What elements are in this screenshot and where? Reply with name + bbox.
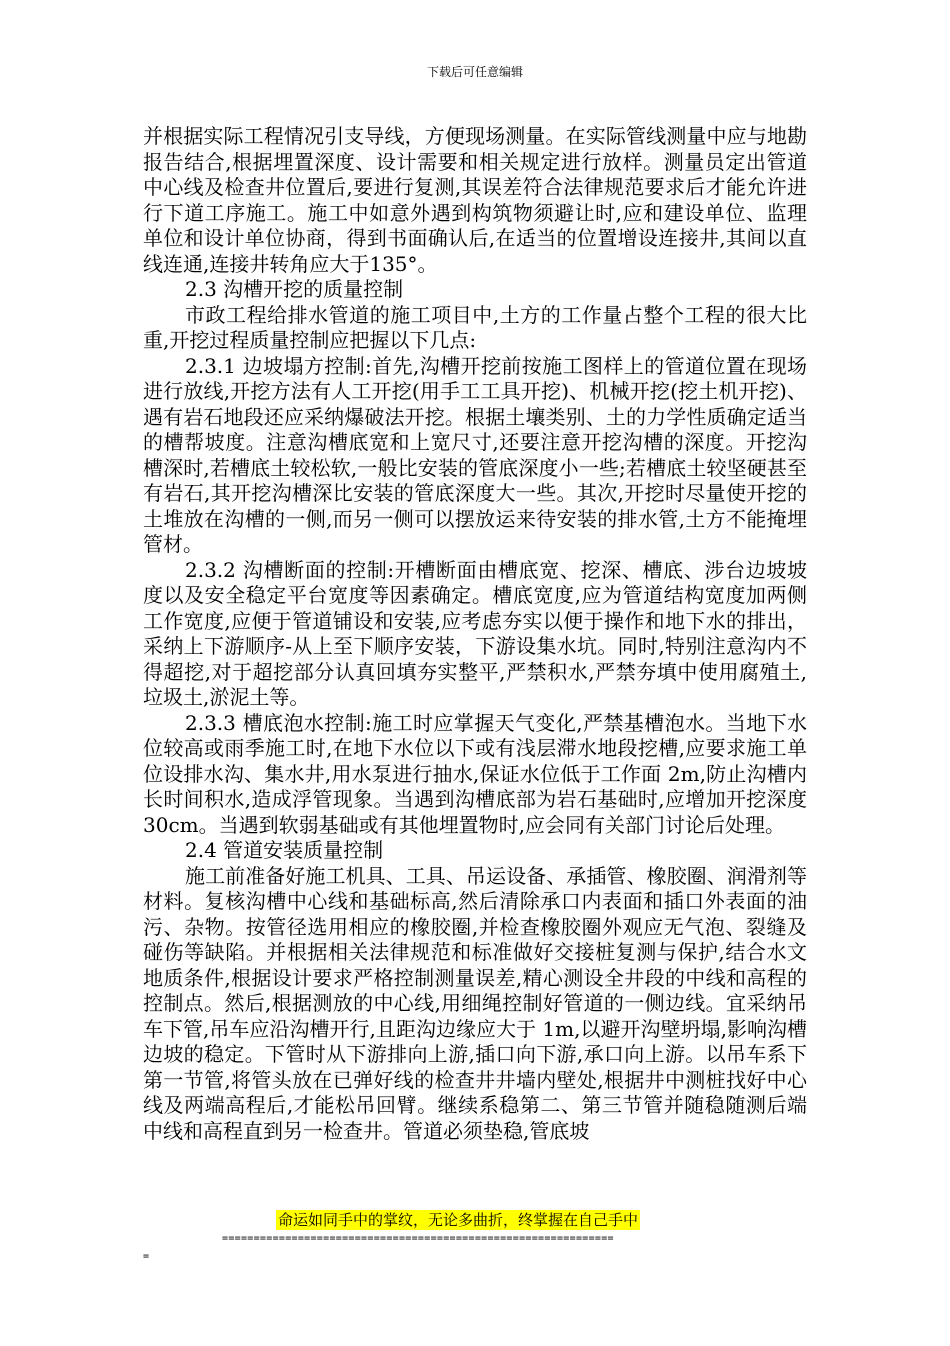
footer-divider-tail: =	[143, 1251, 150, 1262]
paragraph-2-3-2-section-control: 2.3.2 沟槽断面的控制:开槽断面由槽底宽、挖深、槽底、涉台边坡坡度以及安全稳定平台宽度等因素确定。槽底宽度,应为管道结构宽度加两侧工作宽度,应便于管道铺设和安装,应考虑夯实以便于操作和地下水的排出，采纳上下游顺序-从上至下顺序安装，下游设集水坑。同时,特别注意沟内不得超挖,对于超挖部分认真回填夯实整平,严禁积水,严禁夯填中使用腐殖土,垃圾土,淤泥土等。	[143, 557, 807, 709]
footer-divider-rule: ==============================================================	[222, 1233, 614, 1244]
page-header-note: 下载后可任意编辑	[426, 65, 523, 79]
paragraph-trench-intro: 市政工程给排水管道的施工项目中,土方的工作量占整个工程的很大比重,开挖过程质量控制应把握以下几点:	[143, 302, 807, 352]
document-body	[143, 124, 807, 1144]
section-heading-2-4: 2.4 管道安装质量控制	[185, 838, 384, 862]
section-heading-2-3: 2.3 沟槽开挖的质量控制	[185, 277, 404, 301]
paragraph-survey-continuation: 并根据实际工程情况引支导线，方便现场测量。在实际管线测量中应与地勘报告结合,根据埋置深度、设计需要和相关规定进行放样。测量员定出管道中心线及检查井位置后,要进行复测,其误差符合法律规范要求后才能允许进行下道工序施工。施工中如意外遇到构筑物须避让时,应和建设单位、监理单位和设计单位协商，得到书面确认后,在适当的位置增设连接井,其间以直线连通,连接井转角应大于135°。	[143, 124, 807, 276]
paragraph-2-3-3-water-control: 2.3.3 槽底泡水控制:施工时应掌握天气变化,严禁基槽泡水。当地下水位较高或雨季施工时,在地下水位以下或有浅层滞水地段挖槽,应要求施工单位设排水沟、集水井,用水泵进行抽水,保证水位低于工作面 2m,防止沟槽内长时间积水,造成浮管现象。当遇到沟槽底部为岩石基础时,应增加开挖深度 30cm。当遇到软弱基础或有其他埋置物时,应会同有关部门讨论后处理。	[143, 710, 807, 837]
paragraph-2-3-1-slope-control: 2.3.1 边坡塌方控制:首先,沟槽开挖前按施工图样上的管道位置在现场进行放线,开挖方法有人工开挖(用手工工具开挖)、机械开挖(挖土机开挖)、遇有岩石地段还应采纳爆破法开挖。根据土壤类别、土的力学性质确定适当的槽帮坡度。注意沟槽底宽和上宽尺寸,还要注意开挖沟槽的深度。开挖沟槽深时,若槽底土较松软,一般比安装的管底深度小一些;若槽底土较坚硬甚至有岩石,其开挖沟槽深比安装的管底深度大一些。其次,开挖时尽量使开挖的土堆放在沟槽的一侧,而另一侧可以摆放运来待安装的排水管,土方不能掩埋管材。	[143, 353, 807, 556]
paragraph-pipe-installation: 施工前准备好施工机具、工具、吊运设备、承插管、橡胶圈、润滑剂等材料。复核沟槽中心线和基础标高,然后清除承口内表面和插口外表面的油污、杂物。按管径选用相应的橡胶圈,并检查橡胶圈外观应无气泡、裂缝及碰伤等缺陷。并根据相关法律规范和标准做好交接桩复测与保护,结合水文地质条件,根据设计要求严格控制测量误差,精心测设全井段的中线和高程的控制点。然后,根据测放的中心线,用细绳控制好管道的一侧边线。宜采纳吊车下管,吊车应沿沟槽开行,且距沟边缘应大于 1m,以避开沟壁坍塌,影响沟槽边坡的稳定。下管时从下游排向上游,插口向下游,承口向上游。以吊车系下第一节管,将管头放在已弹好线的检查井井墙内壁处,根据井中测桩找好中心线及两端高程后,才能松吊回臂。继续系稳第二、第三节管并随稳随测后端中线和高程直到另一检查井。管道必须垫稳,管底坡	[143, 863, 807, 1143]
footer-motto-highlight: 命运如同手中的掌纹，无论多曲折，终掌握在自己手中	[278, 1211, 639, 1229]
